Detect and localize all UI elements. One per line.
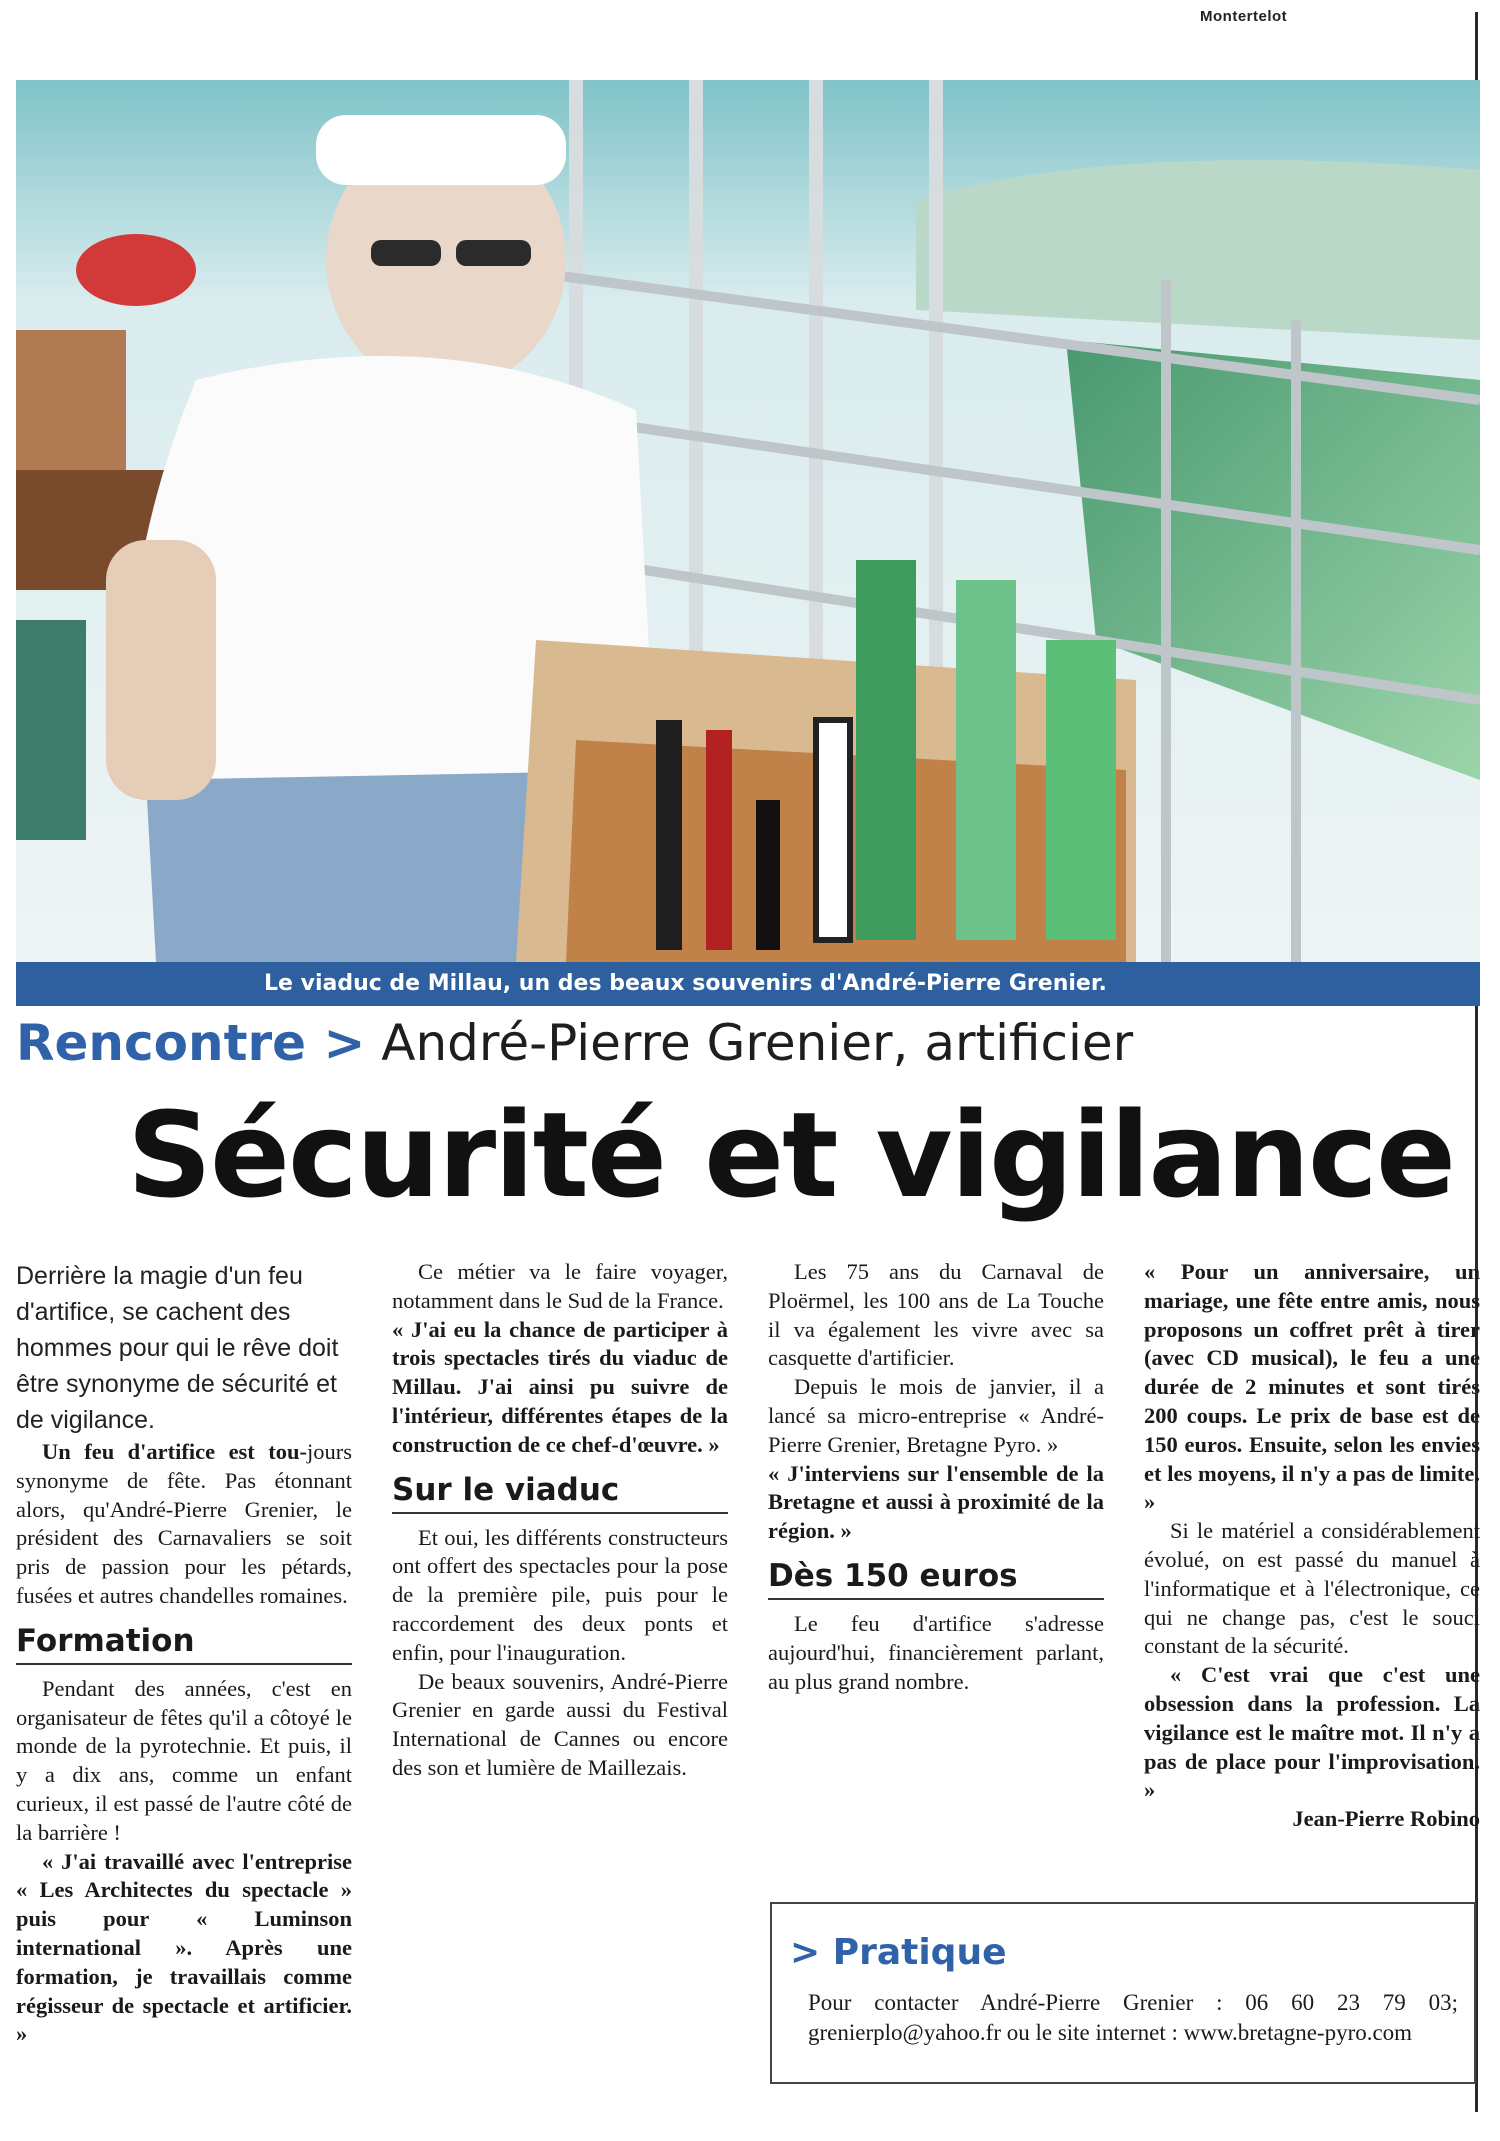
materiel-paragraph: Si le matériel a considérablement évolué, on est passé du manuel à l'informatique et à l'électronique, ce qui ne change pas, c'est le souci constant de la sécurité. [1144, 1518, 1480, 1659]
final-quote-text: « C'est vrai que c'est une obsession dans la profession. La vigilance est le maître mot. Il n'y a pas de place pour l'improvisation. » [1144, 1662, 1480, 1803]
article-column-1 [16, 1258, 352, 2049]
kicker-subject: André-Pierre Grenier, artificier [381, 1014, 1134, 1072]
pratique-title: > Pratique [790, 1932, 1007, 1973]
article-column-3 [768, 1258, 1104, 1696]
article-photo [16, 80, 1480, 962]
page-title: Sécurité et vigilance [127, 1086, 1454, 1224]
subheading-viaduc: Sur le viaduc [392, 1470, 728, 1514]
photo-caption-text: Le viaduc de Millau, un des beaux souvenirs d'André-Pierre Grenier. [264, 971, 1107, 996]
voyager-paragraph: Ce métier va le faire voyager, notamment dans le Sud de la France. [392, 1259, 728, 1313]
viaduc-paragraph-2: De beaux souvenirs, André-Pierre Grenier en garde aussi du Festival International de Cannes ou encore des son et lumière de Maillezais. [392, 1668, 728, 1780]
voyager-quote-text: « J'ai eu la chance de participer à trois spectacles tirés du viaduc de Millau. J'ai ainsi pu suivre de l'intérieur, différentes étapes de la construction de ce chef-d'œuvre. » [392, 1316, 728, 1457]
photo-artificier-viaduc-icon [16, 80, 1480, 962]
viaduc-paragraph-3: Les 75 ans du Carnaval de Ploërmel, les 100 ans de La Touche il va également les vivre avec sa casquette d'artificier. [768, 1259, 1104, 1371]
intro-bold: Un feu d'artifice est tou- [42, 1439, 307, 1464]
pratique-contact-text: Pour contacter André-Pierre Grenier : 06 60 23 79 03; grenierplo@yahoo.fr ou le site internet : www.bretagne-pyro.com [808, 1990, 1458, 2045]
subheading-formation: Formation [16, 1621, 352, 1665]
article-column-2 [392, 1258, 728, 1783]
formation-quote [16, 1848, 352, 2050]
photo-caption [16, 962, 1480, 1006]
author-signature: Jean-Pierre Robino [1292, 1806, 1480, 1832]
article-column-4 [1144, 1258, 1480, 1834]
viaduc-paragraph-1: Et oui, les différents constructeurs ont offert des spectacles pour la pose de la première pile, puis pour le raccordement des deux ponts et enfin, pour l'inauguration. [392, 1524, 728, 1665]
kicker-rubric: Rencontre > [16, 1014, 366, 1072]
formation-paragraph: Pendant des années, c'est en organisateur de fêtes qu'il a côtoyé le monde de la pyrotechnie. Et puis, il y a dix ans, comme un enfant curieux, il est passé de l'autre côté de la barrière ! [16, 1675, 352, 1845]
janvier-quote [768, 1460, 1104, 1546]
page-header-fragment: Montertelot [1200, 8, 1288, 25]
final-quote [1144, 1661, 1480, 1805]
euros-quote [1144, 1258, 1480, 1517]
janvier-quote-text: « J'interviens sur l'ensemble de la Bretagne et aussi à proximité de la région. » [768, 1460, 1104, 1544]
euros-paragraph: Le feu d'artifice s'adresse aujourd'hui, financièrement parlant, au plus grand nombre. [768, 1610, 1104, 1694]
formation-quote-text: « J'ai travaillé avec l'entreprise « Les Architectes du spectacle » puis pour « Luminson international ». Après une formation, je travaillais comme régisseur de spectacle et artificier. » [16, 1848, 352, 2047]
janvier-paragraph: Depuis le mois de janvier, il a lancé sa micro-entreprise « André-Pierre Grenier, Bretagne Pyro. » [768, 1374, 1104, 1457]
intro-paragraph [16, 1438, 352, 1611]
intro-rest: jours synonyme de fête. Pas étonnant alors, qu'André-Pierre Grenier, le président des Carnavaliers se soit pris de passion pour les pétards, fusées et autres chandelles romaines. [16, 1439, 352, 1608]
euros-quote-text: « Pour un anniversaire, un mariage, une fête entre amis, nous proposons un coffret prêt à tirer (avec CD musical), le feu a une durée de 2 minutes et sont tirés 200 coups. Le prix de base est de 150 euros. Ensuite, selon les envies et les moyens, il n'y a pas de limite. » [1144, 1259, 1480, 1515]
subheading-euros: Dès 150 euros [768, 1556, 1104, 1600]
kicker [16, 1010, 1133, 1076]
voyager-quote [392, 1316, 728, 1460]
article-lead: Derrière la magie d'un feu d'artifice, se cachent des hommes pour qui le rêve doit être synonyme de sécurité et de vigilance. [16, 1262, 339, 1434]
